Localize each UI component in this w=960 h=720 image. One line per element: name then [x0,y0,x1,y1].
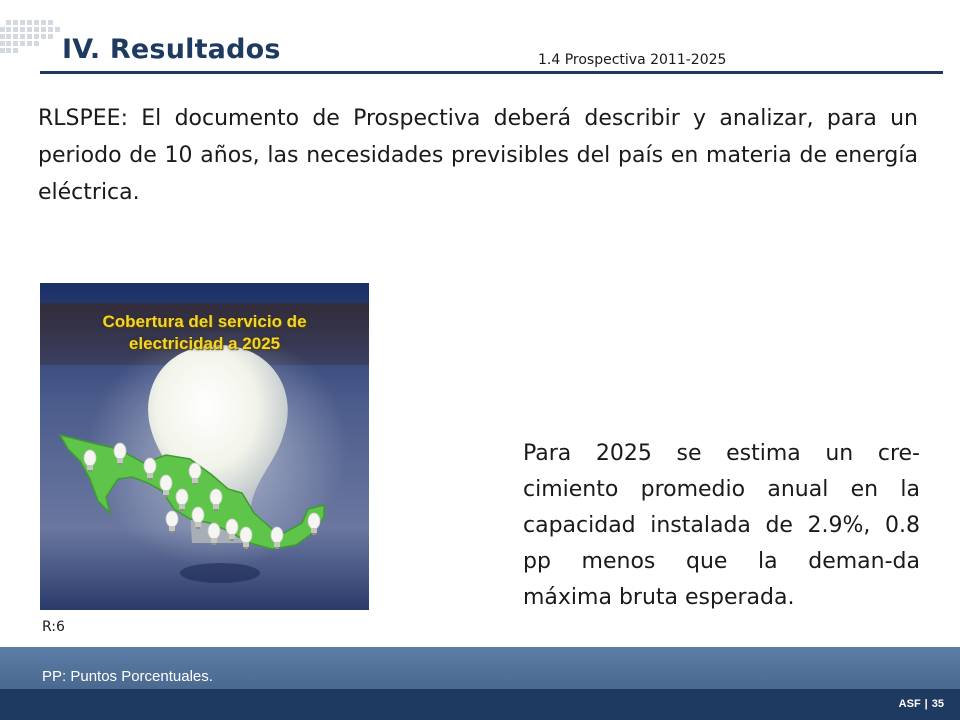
title-underline [40,71,943,74]
figure-title [40,311,369,355]
page-separator: | [924,698,928,710]
org-label: ASF [898,698,921,710]
coverage-map-figure [40,283,369,610]
slide-title: IV. Resultados [62,34,281,65]
source-reference: R:6 [42,619,65,635]
figure-title-line-2: electricidad a 2025 [128,334,281,353]
footer-bottom-bar [0,689,960,720]
slide-subtitle: 1.4 Prospectiva 2011-2025 [538,52,727,68]
decorative-dot-grid [0,14,62,64]
footer-note: PP: Puntos Porcentuales. [42,668,213,685]
growth-paragraph: Para 2025 se estima un cre-cimiento promedio anual en la capacidad instalada de 2.9%, 0.8 pp menos que la deman-da máxima bruta esperada. [523,441,920,610]
intro-paragraph: RLSPEE: El documento de Prospectiva deberá describir y analizar, para un periodo de 10 años, las necesidades previsibles del país en materia de energía eléctrica. [38,106,918,205]
figure-title-line-1: Cobertura del servicio de [102,312,307,331]
page-number-value: 35 [931,698,944,710]
page-number [899,698,944,710]
